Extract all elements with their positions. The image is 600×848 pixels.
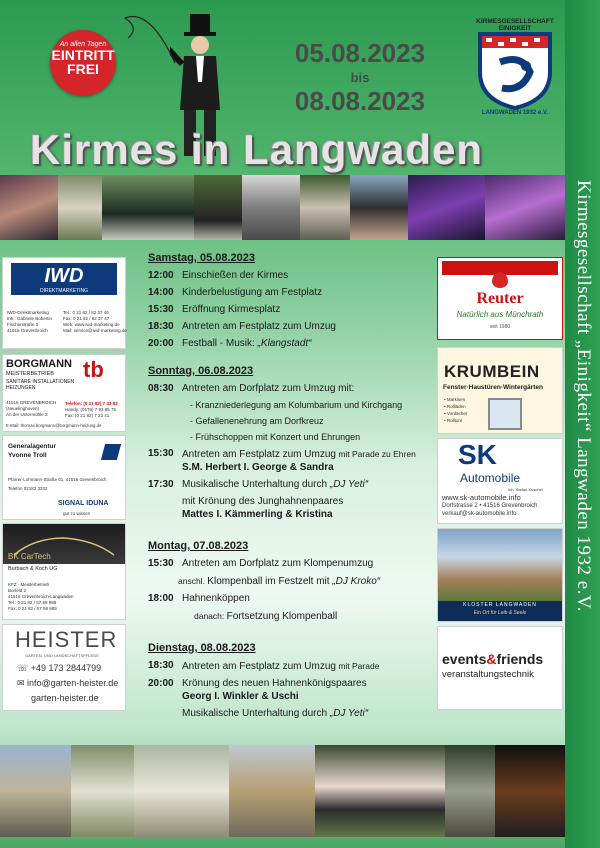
- kloster-name: KLOSTER LANGWADEN: [463, 602, 537, 608]
- photo-maypole: [229, 745, 315, 837]
- mon-row-1: [148, 558, 433, 570]
- top-photo-strip: [0, 175, 565, 240]
- sat-row-4: [148, 321, 433, 333]
- tue-time-1: 18:30: [148, 660, 174, 671]
- sat-text-5-main: Festball - Musik:: [182, 338, 258, 349]
- sat-time-2: 14:00: [148, 287, 174, 298]
- sat-text-1: Einschießen der Kirmes: [182, 270, 289, 281]
- sun-time-3: 17:30: [148, 479, 174, 490]
- mon-row-2: [148, 593, 433, 605]
- crest-top-text: KIRMESGESELLSCHAFT EINIGKEIT: [476, 18, 554, 32]
- mon-sub-2-main: Fortsetzung Klompenball: [226, 611, 338, 622]
- sun-text-3: [182, 479, 433, 491]
- sunday-heading: Sonntag, 06.08.2023: [148, 365, 254, 377]
- tue-text-1: [182, 660, 433, 673]
- sat-text-5: [182, 338, 433, 350]
- krumbein-sub: Fenster·Haustüren·Wintergärten: [443, 384, 543, 391]
- borgmann-email: E-Mail: thomas.borgmann@borgmann-heizung.de: [6, 423, 102, 428]
- sat-row-5: [148, 338, 433, 350]
- tue-row-1: [148, 660, 433, 673]
- borgmann-address: 41516 GREVENBROICH (Neuelinghoven) An der Untermühle 3: [6, 400, 57, 417]
- mon-sub-1: [178, 575, 433, 588]
- photo-couple: [0, 175, 58, 240]
- iwd-logo: IWD: [44, 265, 84, 287]
- sat-row-1: [148, 270, 433, 282]
- sat-time-4: 18:30: [148, 321, 174, 332]
- iwd-tagline: DIREKTMARKETING: [39, 288, 89, 294]
- mon-sub-1-main: Klompenball im Festzelt mit: [207, 576, 333, 587]
- mon-text-2: Hahnenköppen: [182, 593, 250, 604]
- sun-sub-3: - Frühschoppen mit Konzert und Ehrungen: [190, 432, 361, 442]
- sun-row-3: [148, 479, 433, 491]
- ad-reuter: [437, 257, 563, 340]
- sk-address: Dorfstrasse 2 • 41516 Grevenbroich: [442, 503, 538, 509]
- events-sub: veranstaltungstechnik: [442, 669, 534, 680]
- iwd-address: IWD-Direktmarketing Inh.: Gabriele Bobertin Fischerstraße 5 41516 Grevenbroich: [7, 310, 53, 333]
- tue-royal-couple: Georg I. Winkler & Uschi: [182, 691, 299, 702]
- borgmann-name: BORGMANN: [6, 358, 72, 370]
- photo-stage: [408, 175, 485, 240]
- mon-sub-2: [194, 610, 433, 623]
- sat-band-name: „Klangstadt“: [257, 338, 312, 349]
- date-bis: bis: [350, 70, 370, 85]
- signal-agent-name: Yvonne Troll: [8, 452, 47, 459]
- sun-text-2: [182, 448, 433, 461]
- mon-sub-1-prefix: anschl.: [178, 576, 208, 586]
- bk-address: KFZ - Meisterbetrieb Borfeld 2 41516 Grevenbroich-Langwaden Tel.: 0 21 82 / 57 58 985 Fax: 0 21 82 / 57 58 985: [8, 582, 74, 611]
- badge-line2: FREI: [67, 61, 99, 77]
- sun-text-3-main: Musikalische Unterhaltung durch: [182, 479, 330, 490]
- ad-sk-automobile: [437, 438, 563, 524]
- tue-text-2: Krönung des neuen Hahnenkönigspaares: [182, 678, 367, 689]
- iwd-contact: Tel.: 0 21 82 / 82 37 46 Fax: 0 21 82 / 82 37 47 Web: www.iwd-marketing.de Mail: service@iwd-marketing.de: [63, 310, 127, 333]
- heister-phone: +49 173 2844799: [30, 663, 102, 673]
- tue-text-1-main: Antreten am Festplatz zum Umzug: [182, 661, 336, 672]
- borgmann-fax: Fax: (0 21 82) 7 23 41: [65, 413, 110, 418]
- tue-text-1-small: mit Parade: [335, 661, 380, 671]
- photo-royal-couple: [315, 745, 445, 837]
- bottom-photo-strip: [0, 745, 565, 837]
- photo-people: [350, 175, 408, 240]
- club-crest: [472, 18, 558, 123]
- date-start: 05.08.2023: [294, 38, 426, 68]
- friends-word: friends: [496, 651, 544, 667]
- krumbein-name: KRUMBEIN: [444, 362, 540, 381]
- sun-royal-couple: S.M. Herbert I. George & Sandra: [182, 462, 334, 473]
- photo-band: [485, 175, 565, 240]
- borgmann-sub: MEISTERBETRIEB: [6, 371, 54, 377]
- sun-dj-name: „DJ Yeti“: [329, 479, 369, 490]
- window-icon: [488, 398, 522, 430]
- photo-uniform: [194, 175, 242, 240]
- sat-text-3: Eröffnung Kirmesplatz: [182, 304, 281, 315]
- sun-sub-2: - Gefallenenehrung am Dorfkreuz: [190, 416, 324, 426]
- borgmann-logo-mark: tb: [83, 357, 104, 382]
- sk-logo: SK: [458, 439, 497, 470]
- sat-time-3: 15:30: [148, 304, 174, 315]
- signal-address: Pfarrer-Lohmann-Straße 61, 41516 Grevenbroich: [8, 477, 107, 482]
- bk-sub: Burbach & Koch UG: [8, 566, 58, 572]
- photo-street: [0, 745, 71, 837]
- sat-time-1: 12:00: [148, 270, 174, 281]
- mon-time-2: 18:00: [148, 593, 174, 604]
- program: [148, 252, 433, 725]
- photo-kids: [71, 745, 134, 837]
- bk-name: BK CarTech: [8, 552, 51, 561]
- sun-text-2-small: mit Parade zu Ehren: [335, 449, 416, 459]
- mail-icon: ✉: [17, 678, 28, 688]
- reuter-name: Reuter: [476, 290, 524, 307]
- signal-phone: Telefon 02182 3332: [8, 486, 48, 491]
- ad-events-friends: [437, 626, 563, 710]
- ad-signal-iduna: [2, 435, 126, 520]
- reuter-sub: Natürlich aus Münchrath: [456, 310, 544, 319]
- photo-gate: [58, 175, 102, 240]
- ad-heister: [2, 624, 126, 711]
- tue-row-2: [148, 678, 433, 690]
- signal-logo-icon: [101, 444, 121, 460]
- sun-sub-1: - Kranzniederlegung am Kolumbarium und Kirchgang: [190, 400, 403, 410]
- whip-line-icon: [120, 8, 180, 68]
- events-word: events: [442, 651, 487, 667]
- sat-time-5: 20:00: [148, 338, 174, 349]
- heister-email: info@garten-heister.de: [27, 678, 119, 688]
- badge-small-text: An allen Tagen: [59, 41, 107, 48]
- reuter-since: seit 1980: [489, 324, 511, 330]
- phone-icon: ☏: [17, 663, 31, 673]
- heister-phone-row: [17, 663, 101, 674]
- borgmann-phone: Telefon: (0 21 82) 7 33 82: [65, 401, 118, 406]
- signal-brand: SIGNAL IDUNA: [58, 500, 109, 507]
- sun-time-2: 15:30: [148, 448, 174, 459]
- photo-parade: [102, 175, 194, 240]
- free-entry-badge: [50, 30, 116, 96]
- tue-text-3-main: Musikalische Unterhaltung durch: [182, 708, 330, 719]
- photo-horse: [242, 175, 300, 240]
- borgmann-mobile: Handy: (0176) 7 93 85 75: [65, 407, 117, 412]
- events-amp: &: [486, 651, 497, 667]
- sun-row-2: [148, 448, 433, 461]
- sun-text-4: mit Krönung des Junghahnenpaares: [182, 496, 344, 507]
- heister-name: HEISTER: [15, 627, 118, 652]
- heister-web: garten-heister.de: [31, 693, 99, 703]
- events-logo: [442, 651, 543, 667]
- crest-bottom-text: LANGWADEN 1932 e.V.: [481, 110, 549, 116]
- ad-bk-cartech: [2, 523, 126, 620]
- sk-sub: Automobile: [460, 471, 521, 485]
- photo-torches: [495, 745, 565, 837]
- mon-time-1: 15:30: [148, 558, 174, 569]
- ad-kloster-langwaden: [437, 528, 563, 622]
- signal-slogan: gut zu wissen: [63, 511, 91, 516]
- heister-mail-row: [17, 678, 118, 689]
- kloster-slogan: Ein Ort für Leib & Seele: [473, 610, 527, 616]
- tue-dj-name: „DJ Yeti“: [329, 708, 369, 719]
- ad-krumbein: [437, 347, 563, 434]
- borgmann-services: SANITÄRE INSTALLATIONEN HEIZUNGEN: [6, 379, 75, 391]
- page-title: Kirmes in Langwaden: [30, 126, 484, 173]
- monday-heading: Montag, 07.08.2023: [148, 540, 249, 552]
- sk-owner: Inh. Stefan Kuschel: [508, 487, 543, 492]
- sk-web: www.sk-automobile.info: [442, 493, 521, 502]
- sun-text-1: Antreten am Dorfplatz zum Umzug mit:: [182, 383, 355, 394]
- sat-row-3: [148, 304, 433, 316]
- side-text: Kirmesgesellschaft „Einigkeit“ Langwaden 1932 e.V.: [573, 180, 594, 612]
- strawberry-icon: [492, 272, 508, 288]
- tuesday-heading: Dienstag, 08.08.2023: [148, 642, 256, 654]
- krumbein-products: • Markisen • Rollläden • Vordächer • Rolltore: [444, 397, 468, 423]
- photo-parade-night: [445, 745, 495, 837]
- sat-row-2: [148, 287, 433, 299]
- sk-email: verkauf@sk-automobile.info: [442, 511, 517, 517]
- tue-text-3: [182, 708, 433, 720]
- mon-sub-2-prefix: danach:: [194, 611, 227, 621]
- badge-line1: EINTRITT: [51, 47, 115, 63]
- sat-text-4: Antreten am Festplatz zum Umzug: [182, 321, 336, 332]
- photo-fountain: [300, 175, 350, 240]
- mon-text-1: Antreten am Dorfplatz zum Klompenumzug: [182, 558, 374, 569]
- mon-dj-name: „DJ Kroko“: [332, 576, 381, 587]
- heister-sub: GARTEN- UND LANDSCHAFTSPFLEGE: [25, 653, 99, 658]
- ad-iwd: [2, 257, 126, 349]
- sat-text-2: Kinderbelustigung am Festplatz: [182, 287, 323, 298]
- sun-text-2-main: Antreten am Festplatz zum Umzug: [182, 449, 336, 460]
- signal-agency-label: Generalagentur: [8, 443, 57, 450]
- sun-time-1: 08:30: [148, 383, 174, 394]
- sun-row-1: [148, 383, 433, 395]
- photo-horses: [134, 745, 229, 837]
- ad-borgmann: [2, 354, 126, 432]
- tue-time-2: 20:00: [148, 678, 174, 689]
- date-end: 08.08.2023: [294, 86, 426, 116]
- saturday-heading: Samstag, 05.08.2023: [148, 252, 256, 264]
- sun-junior-couple: Mattes I. Kämmerling & Kristina: [182, 509, 333, 520]
